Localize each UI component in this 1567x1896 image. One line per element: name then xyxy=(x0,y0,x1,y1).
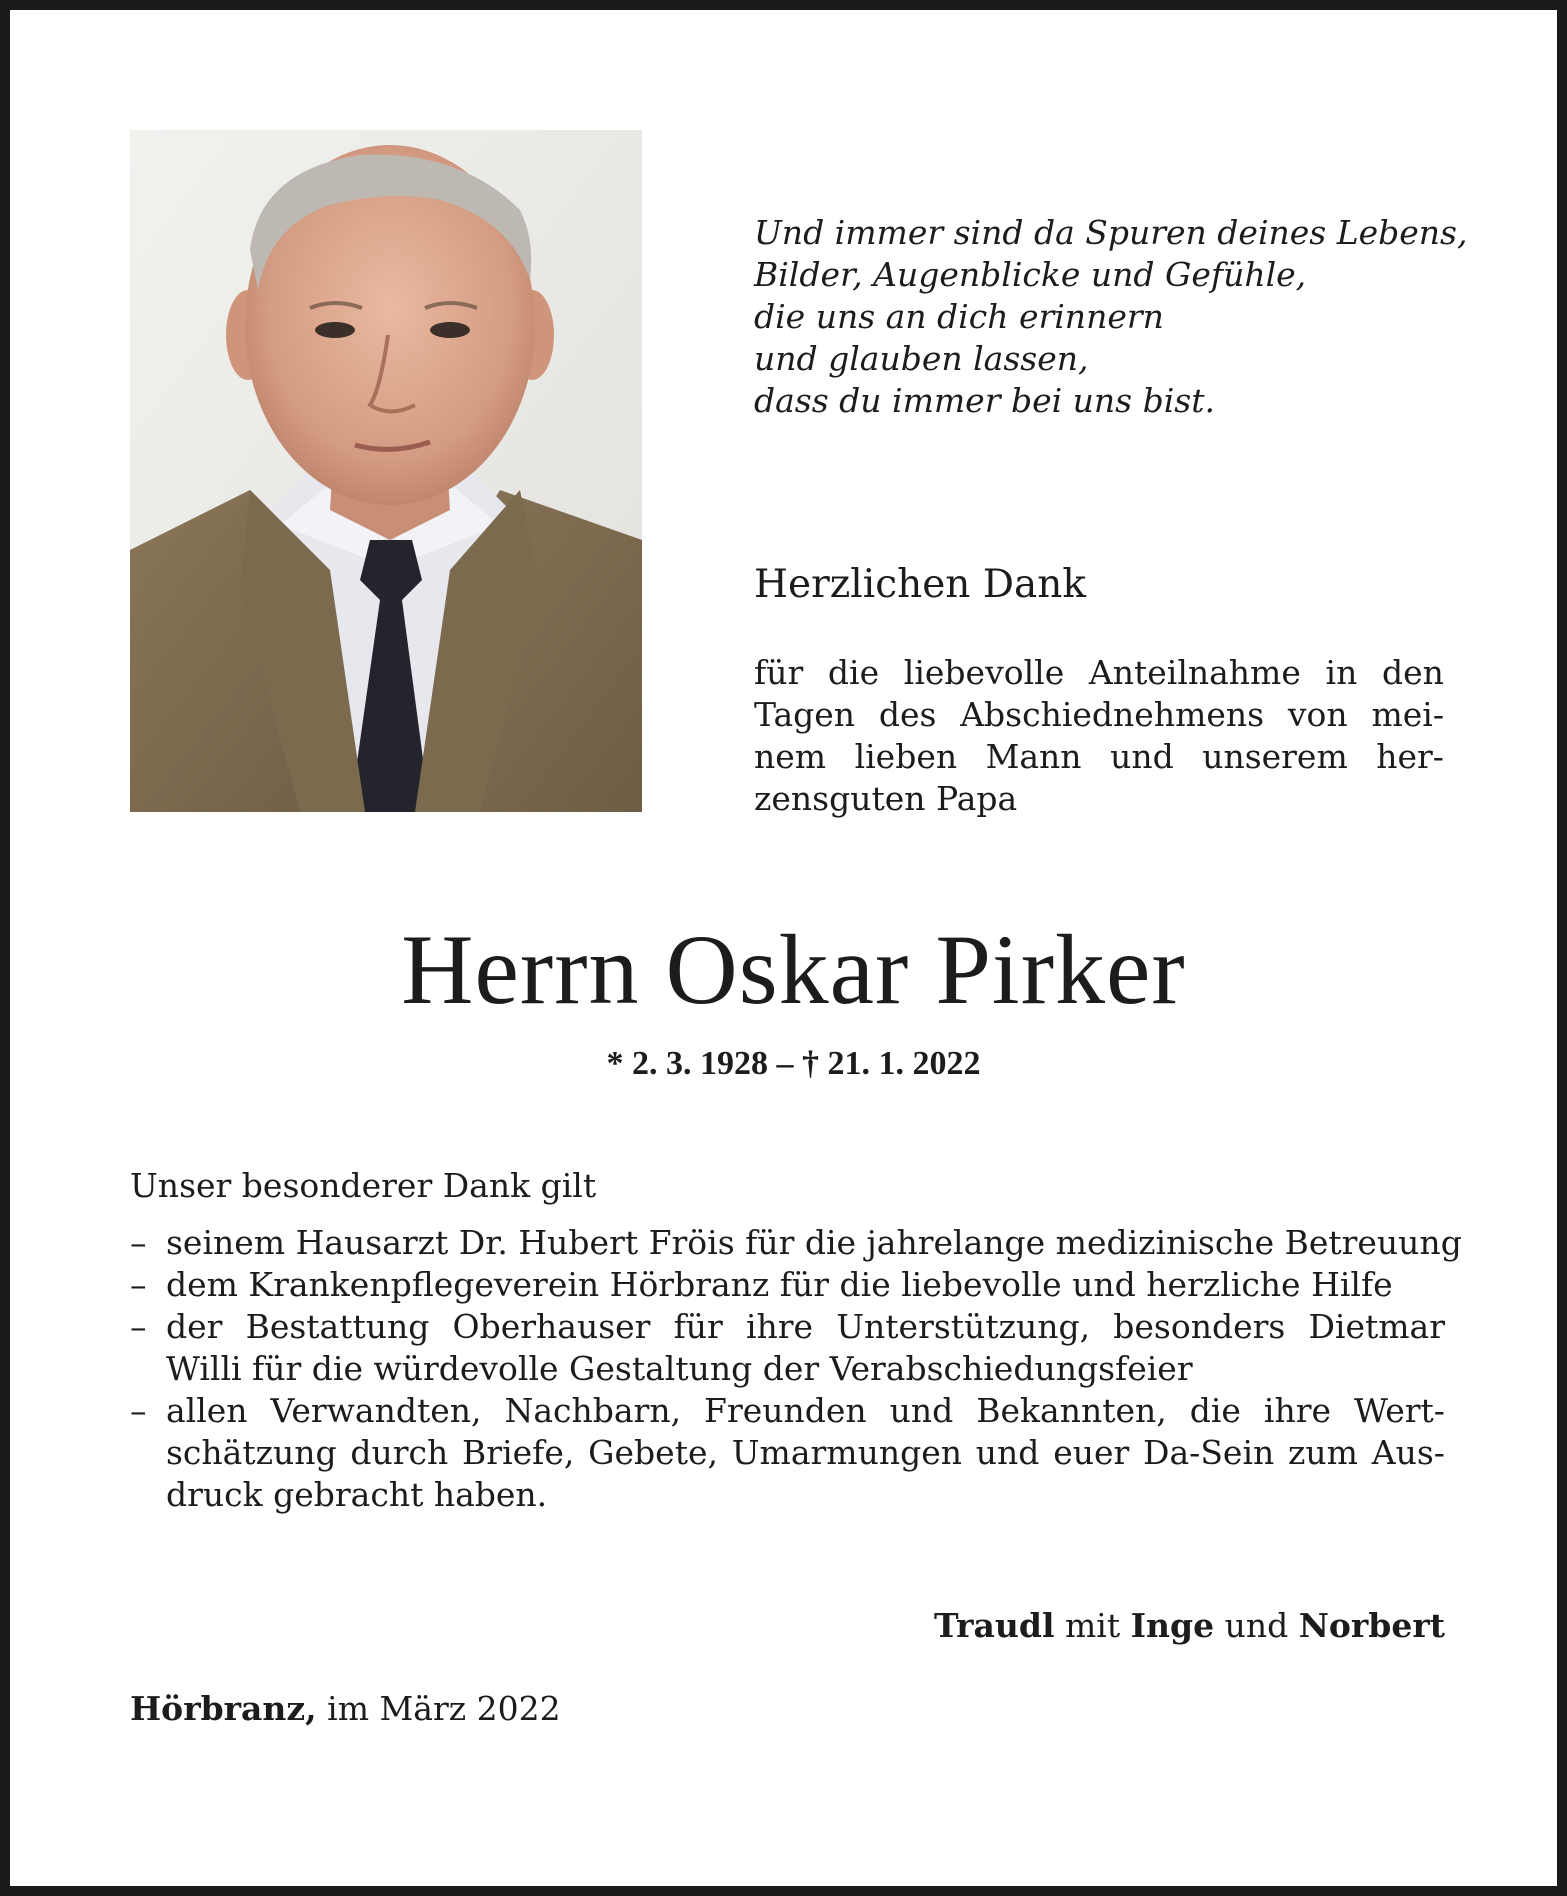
word: ihre xyxy=(1263,1391,1332,1430)
word: Tagen xyxy=(754,695,856,734)
paragraph-line xyxy=(754,736,1444,778)
word: – allen xyxy=(166,1391,248,1430)
special-thanks-list xyxy=(130,1222,1462,1516)
word: Verwandten, xyxy=(270,1391,482,1430)
word: Bekannten, xyxy=(976,1391,1167,1430)
signer-name: Traudl xyxy=(933,1606,1055,1645)
life-dates: * 2. 3. 1928 – † 21. 1. 2022 xyxy=(606,1045,981,1082)
word: ihre xyxy=(745,1307,814,1346)
poem-line: dass du immer bei uns bist. xyxy=(754,381,1215,420)
word: den xyxy=(1382,653,1444,692)
word: euer xyxy=(1053,1433,1130,1472)
signature-connector: und xyxy=(1224,1606,1289,1645)
deceased-name: Herrn Oskar Pirker xyxy=(401,914,1186,1025)
word: in xyxy=(1325,653,1358,692)
word: und xyxy=(889,1391,954,1430)
paragraph-line xyxy=(754,694,1444,736)
signer-name: Inge xyxy=(1130,1606,1215,1645)
thanks-item-line: druck gebracht haben. xyxy=(166,1475,548,1514)
word: liebevolle xyxy=(903,653,1065,692)
thanks-item xyxy=(130,1390,1445,1516)
word: für xyxy=(673,1307,723,1346)
thanks-item-line: – dem Krankenpflegeverein Hörbranz für die liebevolle und herzliche Hilfe xyxy=(166,1265,1393,1304)
word: und xyxy=(1110,737,1174,776)
word: Bestattung xyxy=(245,1307,430,1346)
special-thanks-intro: Unser besonderer Dank gilt xyxy=(130,1166,597,1205)
place-date: im März 2022 xyxy=(327,1689,561,1728)
word: die xyxy=(827,653,880,692)
word: Briefe, xyxy=(462,1433,575,1472)
thanks-item-line xyxy=(166,1432,1445,1474)
obituary-page xyxy=(10,10,1557,1886)
thanks-item xyxy=(130,1264,1445,1306)
word: Anteilnahme xyxy=(1088,653,1301,692)
signer-name: Norbert xyxy=(1298,1606,1445,1645)
word: her- xyxy=(1376,737,1444,776)
place-and-date xyxy=(130,1688,561,1730)
place-town: Hörbranz, xyxy=(130,1689,317,1728)
word: Mann xyxy=(985,737,1082,776)
word: mei- xyxy=(1371,695,1444,734)
thanks-item-line: Willi für die würdevolle Gestaltung der Verabschiedungsfeier xyxy=(166,1349,1193,1388)
portrait-photo xyxy=(130,130,642,812)
thanks-item xyxy=(130,1306,1445,1390)
word: für xyxy=(754,653,804,692)
poem-line: Bilder, Augenblicke und Gefühle, xyxy=(754,255,1307,294)
paragraph-line xyxy=(754,652,1444,694)
word: – der xyxy=(166,1307,223,1346)
word: Oberhauser xyxy=(452,1307,651,1346)
word: lieben xyxy=(854,737,958,776)
word: Nachbarn, xyxy=(504,1391,682,1430)
thanks-heading: Herzlichen Dank xyxy=(754,562,1087,607)
word: Gebete, xyxy=(588,1433,718,1472)
paragraph-line: zensguten Papa xyxy=(754,779,1018,818)
thanks-item-line: – seinem Hausarzt Dr. Hubert Fröis für die jahrelange medizinische Betreuung xyxy=(166,1223,1462,1262)
poem-line: und glauben lassen, xyxy=(754,339,1089,378)
poem-line: Und immer sind da Spuren deines Lebens, xyxy=(754,213,1468,252)
word: und xyxy=(975,1433,1040,1472)
word: des xyxy=(878,695,937,734)
word: Unterstützung, xyxy=(836,1307,1091,1346)
thanks-item-line xyxy=(166,1306,1445,1348)
word: besonders xyxy=(1113,1307,1286,1346)
word: Umarmungen xyxy=(731,1433,963,1472)
word: zum xyxy=(1288,1433,1358,1472)
word: die xyxy=(1189,1391,1241,1430)
word: durch xyxy=(350,1433,449,1472)
word: Wert- xyxy=(1354,1391,1445,1430)
thanks-paragraph xyxy=(754,652,1444,820)
word: Freunden xyxy=(704,1391,867,1430)
word: unserem xyxy=(1202,737,1348,776)
poem-line: die uns an dich erinnern xyxy=(754,297,1164,336)
poem xyxy=(754,212,1474,422)
signature xyxy=(934,1605,1445,1647)
word: nem xyxy=(754,737,827,776)
word: Dietmar xyxy=(1308,1307,1445,1346)
word: Aus- xyxy=(1371,1433,1445,1472)
thanks-item-line xyxy=(166,1390,1445,1432)
word: schätzung xyxy=(166,1433,337,1472)
word: Abschiednehmens xyxy=(960,695,1265,734)
thanks-item xyxy=(130,1222,1462,1264)
word: Da-Sein xyxy=(1143,1433,1275,1472)
word: von xyxy=(1287,695,1348,734)
signature-connector: mit xyxy=(1064,1606,1121,1645)
